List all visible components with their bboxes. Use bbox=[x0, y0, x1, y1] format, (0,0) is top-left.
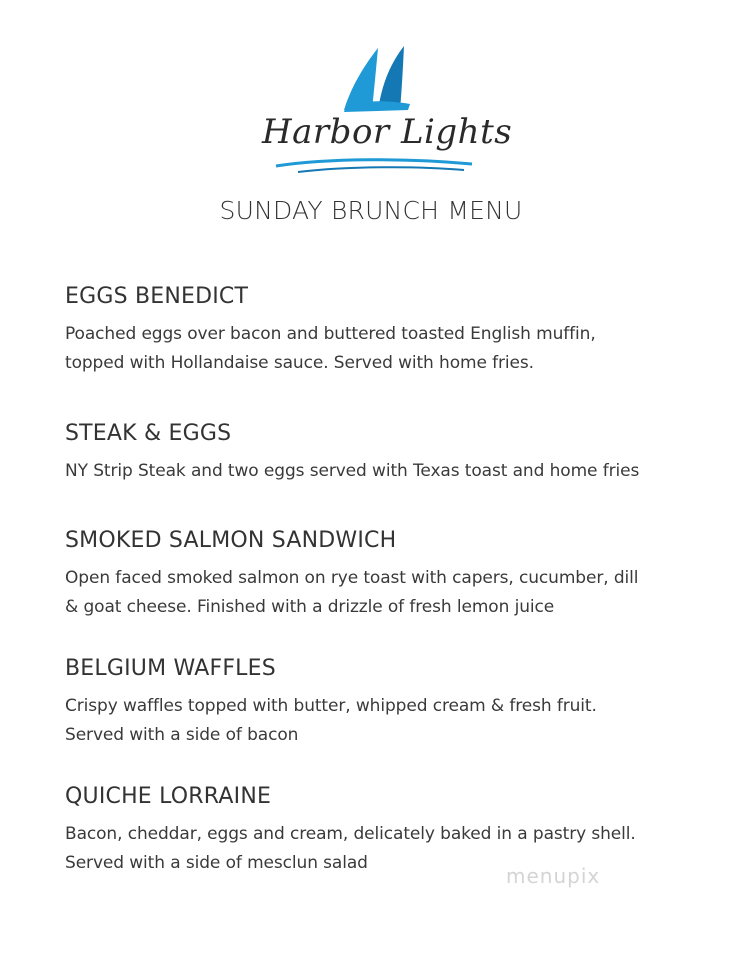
menu-item-description: Open faced smoked salmon on rye toast with capers, cucumber, dill & goat cheese. Finished with a drizzle of fresh lemon juice bbox=[65, 568, 639, 617]
menu-item-name: STEAK & EGGS bbox=[65, 421, 232, 446]
menu-item-name: QUICHE LORRAINE bbox=[65, 784, 272, 809]
menu-list bbox=[65, 282, 705, 878]
menu-item bbox=[65, 282, 705, 419]
menu-item-name: SMOKED SALMON SANDWICH bbox=[65, 528, 397, 553]
harbor-lights-logo bbox=[258, 40, 513, 180]
menu-item bbox=[65, 654, 705, 782]
menu-item-name: BELGIUM WAFFLES bbox=[65, 656, 276, 681]
watermark: menupix bbox=[506, 864, 601, 888]
menu-item-description: NY Strip Steak and two eggs served with Texas toast and home fries bbox=[65, 461, 640, 481]
menu-item-description: Poached eggs over bacon and buttered toasted English muffin, topped with Hollandaise sauce. Served with home fries. bbox=[65, 324, 596, 373]
menu-item-name: EGGS BENEDICT bbox=[65, 284, 249, 309]
menu-item bbox=[65, 782, 705, 878]
menu-item bbox=[65, 526, 705, 654]
logo-wordmark: Harbor Lights bbox=[262, 112, 513, 152]
menu-item bbox=[65, 419, 705, 526]
menu-item-description: Bacon, cheddar, eggs and cream, delicately baked in a pastry shell. Served with a side of mesclun salad bbox=[65, 824, 636, 873]
page-title: SUNDAY BRUNCH MENU bbox=[219, 196, 523, 225]
sailboat-icon bbox=[258, 40, 513, 180]
menu-item-description: Crispy waffles topped with butter, whipped cream & fresh fruit. Served with a side of bacon bbox=[65, 696, 597, 745]
